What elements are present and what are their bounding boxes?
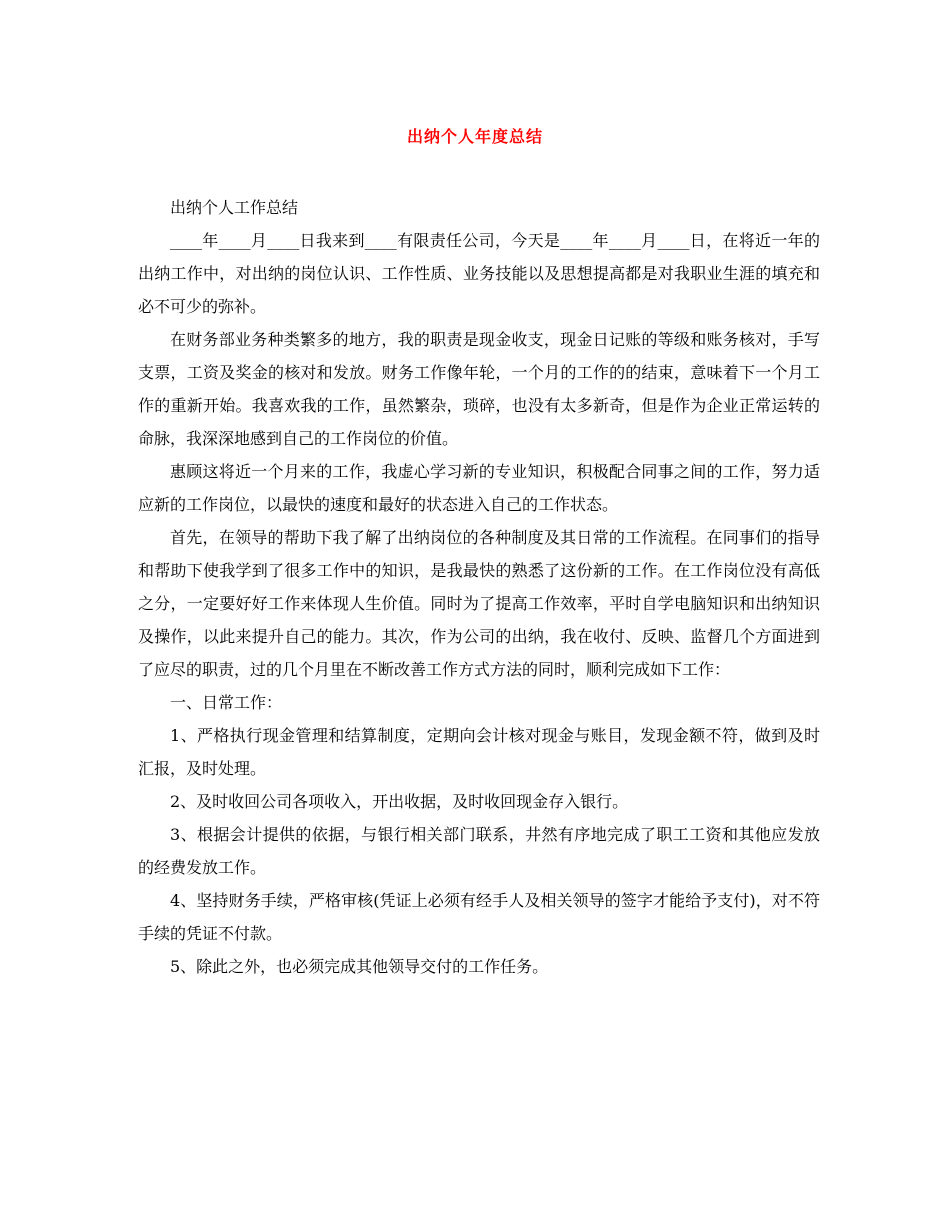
list-item-1: 1、严格执行现金管理和结算制度，定期向会计核对现金与账目，发现金额不符，做到及时汇报，及时处理。 xyxy=(138,726,820,778)
paragraph-review: 惠顾这将近一个月来的工作，我虚心学习新的专业知识，积极配合同事之间的工作，努力适应新的工作岗位，以最快的速度和最好的状态进入自己的工作状态。 xyxy=(138,462,820,514)
paragraph-subtitle: 出纳个人工作总结 xyxy=(170,198,299,217)
list-item-5: 5、除此之外，也必须完成其他领导交付的工作任务。 xyxy=(170,957,549,976)
paragraph-duties: 在财务部业务种类繁多的地方，我的职责是现金收支，现金日记账的等级和账务核对，手写支票，工资及奖金的核对和发放。财务工作像年轮，一个月的工作的的结束，意味着下一个月工作的重新开始。我喜欢我的工作，虽然繁杂，琐碎，也没有太多新奇，但是作为企业正常运转的命脉，我深深地感到自己的工作岗位的价值。 xyxy=(138,330,820,448)
document-body xyxy=(138,191,820,983)
section-heading-daily-work: 一、日常工作： xyxy=(170,693,283,712)
paragraph-learning: 首先，在领导的帮助下我了解了出纳岗位的各种制度及其日常的工作流程。在同事们的指导和帮助下使我学到了很多工作中的知识，是我最快的熟悉了这份新的工作。在工作岗位没有高低之分，一定要好好工作来体现人生价值。同时为了提高工作效率，平时自学电脑知识和出纳知识及操作，以此来提升自己的能力。其次，作为公司的出纳，我在收付、反映、监督几个方面进到了应尽的职责，过的几个月里在不断改善工作方式方法的同时，顺利完成如下工作： xyxy=(138,528,820,679)
list-item-4: 4、坚持财务手续，严格审核(凭证上必须有经手人及相关领导的签字才能给予支付)，对不符手续的凭证不付款。 xyxy=(138,891,820,943)
list-item-3: 3、根据会计提供的依据，与银行相关部门联系，井然有序地完成了职工工资和其他应发放的经费发放工作。 xyxy=(138,825,820,877)
document-title: 出纳个人年度总结 xyxy=(406,127,543,146)
paragraph-intro: ____年____月____日我来到____有限责任公司，今天是____年____月____日，在将近一年的出纳工作中，对出纳的岗位认识、工作性质、业务技能以及思想提高都是对我职业生涯的填充和必不可少的弥补。 xyxy=(138,231,820,316)
list-item-2: 2、及时收回公司各项收入，开出收据，及时收回现金存入银行。 xyxy=(170,792,629,811)
